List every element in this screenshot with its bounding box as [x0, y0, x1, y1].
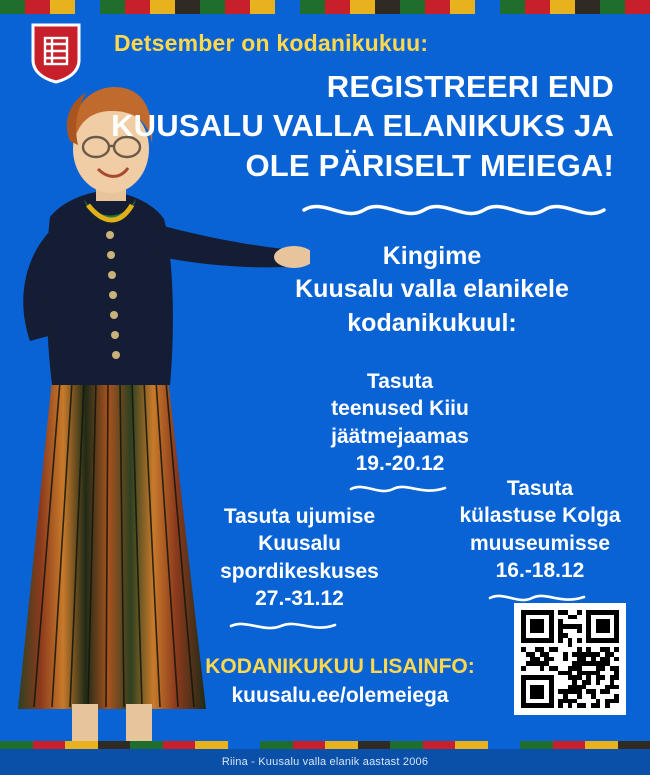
offer-kolga-muuseum — [440, 475, 640, 584]
info-label: KODANIKUKUU LISAINFO: — [205, 655, 475, 678]
offer-spordikeskus-line-2: Kuusalu — [258, 532, 341, 556]
headline-line-2: KUUSALU VALLA ELANIKUKS JA — [111, 108, 614, 144]
top-stripe-band — [0, 0, 650, 14]
offer-jaatmejaam-dates: 19.-20.12 — [355, 451, 445, 475]
offer-jaatmejaam-line-3: jäätmejaamas — [331, 424, 469, 448]
info-block — [190, 655, 490, 708]
qr-code[interactable] — [514, 603, 626, 715]
qr-code-grid — [521, 610, 619, 708]
offer-jaatmejaam-line-2: teenused Kiiu — [331, 397, 469, 421]
offer-spordikeskus — [192, 503, 407, 612]
bottom-stripe-band — [0, 741, 650, 749]
kuusalu-coat-of-arms — [30, 22, 82, 84]
offer-jaatmejaam — [300, 368, 500, 477]
offer-kolga-line-2: külastuse Kolga — [459, 504, 621, 528]
gift-intro-line-2: Kuusalu valla elanikele — [295, 275, 569, 304]
squiggle-divider-icon — [300, 198, 610, 225]
headline-eyebrow: Detsember on kodanikukuu: — [114, 30, 429, 56]
offer-spordikeskus-line-1: Tasuta ujumise — [223, 505, 376, 528]
offer-spordikeskus-line-3: spordikeskuses — [220, 559, 379, 583]
headline-block — [96, 30, 632, 185]
gift-intro-line-1: Kingime — [382, 242, 482, 270]
caption-text: Riina - Kuusalu valla elanik aastast 2006 — [221, 756, 429, 768]
headline-line-3: OLE PÄRISELT MEIEGA! — [245, 147, 614, 183]
offer-kolga-line-3: muuseumisse — [469, 531, 611, 555]
info-url[interactable]: kuusalu.ee/olemeiega — [231, 684, 449, 707]
squiggle-small-1-icon — [348, 481, 448, 500]
gift-intro-block — [232, 240, 632, 340]
gift-intro-line-3: kodanikukuul: — [347, 308, 517, 337]
headline-line-1: REGISTREERI END — [326, 69, 614, 104]
offer-kolga-dates: 16.-18.12 — [495, 558, 585, 582]
offer-spordikeskus-dates: 27.-31.12 — [255, 586, 344, 610]
caption-bar — [0, 749, 650, 775]
offer-jaatmejaam-line-1: Tasuta — [366, 370, 434, 393]
offer-kolga-line-1: Tasuta — [506, 477, 574, 500]
squiggle-small-3-icon — [228, 618, 338, 637]
